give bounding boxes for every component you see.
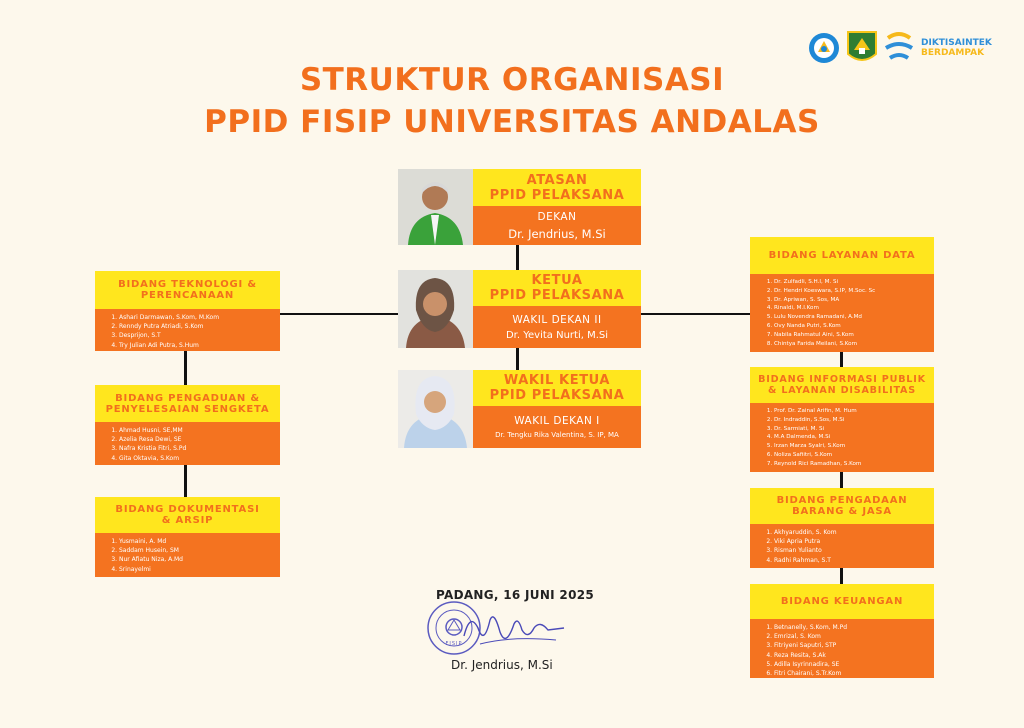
wakil-body	[473, 406, 641, 448]
atasan-title-line-1: ATASAN	[526, 172, 588, 188]
dept-teknologi-members	[95, 309, 280, 351]
list-item: 5. Adilla Isyrinnadira, SE	[774, 660, 934, 669]
list-item: 3. Dr. Apriwan, S. Sos, MA	[774, 296, 934, 305]
wakil-name: Dr. Tengku Rika Valentina, S. IP, MA	[495, 431, 619, 439]
wakil-header	[473, 370, 641, 406]
list-item: 3. Fitriyeni Saputri, STP	[774, 641, 934, 650]
list-item: 1. Akhyaruddin, S. Kom	[774, 528, 934, 537]
dept-title-line-1: BIDANG LAYANAN DATA	[768, 250, 916, 261]
list-item: 4. Srinayelmi	[119, 565, 280, 574]
connector-atasan-ketua	[516, 245, 519, 270]
dept-keuangan-header	[750, 584, 934, 619]
dept-pengadaan-header	[750, 488, 934, 524]
list-item: 6. Ovy Nanda Putri, S.Kom	[774, 322, 934, 331]
list-item: 1. Ashari Darmawan, S.Kom, M.Kom	[119, 313, 280, 322]
atasan-name: Dr. Jendrius, M.Si	[508, 226, 606, 241]
list-item: 3. Desprijon, S.T	[119, 331, 280, 340]
dept-layanan-data-header	[750, 237, 934, 274]
list-item: 2. Dr. Hendri Koeswara, S.IP, M.Soc. Sc	[774, 287, 934, 296]
diktisaintek-brand-icon	[884, 30, 914, 66]
list-item: 2. Viki Apria Putra	[774, 537, 934, 546]
dept-title-line-1: BIDANG PENGADUAN &	[115, 392, 260, 404]
wakil-title-line-1: WAKIL KETUA	[503, 373, 611, 388]
unand-logo	[846, 30, 878, 66]
list-item: 5. Lulu Novendra Ramadani, A.Md	[774, 313, 934, 322]
stamp-label: FISIP	[445, 641, 463, 647]
ketua-name: Dr. Yevita Nurti, M.Si	[505, 329, 609, 341]
atasan-photo	[398, 169, 473, 245]
dept-title-line-2: PENYELESAIAN SENGKETA	[105, 403, 270, 415]
signature-name: Dr. Jendrius, M.Si	[451, 658, 553, 672]
ketua-header	[473, 270, 641, 306]
list-item: 1. Yusmaini, A. Md	[119, 537, 280, 546]
page-title-line-2: PPID FISIP UNIVERSITAS ANDALAS	[204, 104, 820, 140]
ketua-title-line-2: PPID PELAKSANA	[489, 288, 625, 303]
list-item: 7. Nabila Rahmatul Aini, S.Kom	[774, 331, 934, 340]
list-item: 7. Reynold Rici Ramadhan, S.Kom	[774, 460, 934, 469]
list-item: 3. Dr. Sarmiati, M. Si	[774, 425, 934, 434]
dept-dokumentasi	[95, 497, 280, 577]
wakil-role: WAKIL DEKAN I	[514, 415, 600, 427]
signature-place-date: PADANG, 16 JUNI 2025	[436, 588, 595, 602]
dept-dokumentasi-members	[95, 533, 280, 577]
diktisaintek-brand-text	[921, 38, 992, 58]
list-item: 2. Renndy Putra Atriadi, S.Kom	[119, 322, 280, 331]
dept-pengadaan	[750, 488, 934, 568]
list-item: 1. Dr. Zulfadli, S.H.I, M. Si	[774, 278, 934, 287]
dept-title-line-1: BIDANG PENGADAAN	[776, 495, 908, 506]
dept-informasi-publik	[750, 367, 934, 472]
list-item: 2. Saddam Husein, SM	[119, 546, 280, 555]
atasan-title-line-2: PPID PELAKSANA	[489, 187, 625, 203]
dept-layanan-data	[750, 237, 934, 352]
list-item: 4. Radhi Rahman, S.T	[774, 556, 934, 565]
dept-title-line-2: & LAYANAN DISABILITAS	[768, 385, 916, 396]
signature-scribble	[460, 606, 570, 654]
brand-line-1: DIKTISAINTEK	[921, 38, 992, 48]
list-item: 5. Irzan Marza Syalri, S.Kom	[774, 442, 934, 451]
ketua-title-line-1: KETUA	[531, 273, 583, 288]
list-item: 6. Noliza Safiitri, S.Kom	[774, 451, 934, 460]
list-item: 2. Azelia Resa Dewi, SE	[119, 435, 280, 444]
list-item: 1. Betnanelly, S.Kom, M.Pd	[774, 623, 934, 632]
dept-title-line-1: BIDANG INFORMASI PUBLIK	[758, 374, 926, 385]
dept-keuangan-members	[750, 619, 934, 678]
dept-informasi-publik-header	[750, 367, 934, 403]
atasan-role: DEKAN	[537, 210, 577, 223]
dept-pengaduan-header	[95, 385, 280, 422]
atasan-body	[473, 206, 641, 245]
brand-line-2: BERDAMPAK	[921, 48, 985, 58]
atasan-header	[473, 169, 641, 206]
list-item: 3. Nur Afiatu Niza, A.Md	[119, 555, 280, 564]
list-item: 1. Prof. Dr. Zainal Arifin, M. Hum	[774, 407, 934, 416]
dept-layanan-data-members	[750, 274, 934, 352]
list-item: 3. Risman Yulianto	[774, 546, 934, 555]
dept-teknologi	[95, 271, 280, 351]
list-item: 4. Reza Resita, S.Ak	[774, 651, 934, 660]
list-item: 4. M.A Dalmenda, M.Si	[774, 433, 934, 442]
page-title-line-1: STRUKTUR ORGANISASI	[299, 62, 725, 98]
list-item: 8. Chintya Farida Meilani, S.Kom	[774, 340, 934, 349]
list-item: 4. Rinaldi, M.I.Kom	[774, 304, 934, 313]
wakil-title-line-2: PPID PELAKSANA	[489, 388, 625, 403]
list-item: 3. Nafra Kristia Fitri, S.Pd	[119, 444, 280, 453]
dept-pengadaan-members	[750, 524, 934, 568]
dept-title-line-1: BIDANG DOKUMENTASI	[115, 504, 260, 515]
list-item: 2. Emrizal, S. Kom	[774, 632, 934, 641]
dept-pengaduan-members	[95, 422, 280, 465]
kemdiktisaintek-logo	[808, 32, 840, 64]
connector-ketua-wakil	[516, 348, 519, 370]
dept-informasi-publik-members	[750, 403, 934, 472]
list-item: 1. Ahmad Husni, SE,MM	[119, 426, 280, 435]
dept-keuangan	[750, 584, 934, 678]
dept-teknologi-header	[95, 271, 280, 309]
dept-title-line-1: BIDANG KEUANGAN	[780, 596, 904, 607]
list-item: 4. Try Julian Adi Putra, S.Hum	[119, 341, 280, 350]
dept-pengaduan	[95, 385, 280, 465]
dept-title-line-2: PERENCANAAN	[140, 290, 235, 301]
dept-title-line-1: BIDANG TEKNOLOGI &	[118, 279, 257, 290]
dept-title-line-2: BARANG & JASA	[792, 506, 892, 517]
ketua-photo	[398, 270, 473, 348]
wakil-photo	[398, 370, 473, 448]
ketua-role: WAKIL DEKAN II	[512, 313, 602, 326]
list-item: 6. Fitri Chairani, S.Tr.Kom	[774, 669, 934, 678]
dept-dokumentasi-header	[95, 497, 280, 533]
ketua-body	[473, 306, 641, 348]
list-item: 2. Dr. Indraddin, S.Sos, M.Si	[774, 416, 934, 425]
list-item: 4. Gita Oktavia, S.Kom	[119, 454, 280, 463]
dept-title-line-2: & ARSIP	[161, 515, 214, 526]
